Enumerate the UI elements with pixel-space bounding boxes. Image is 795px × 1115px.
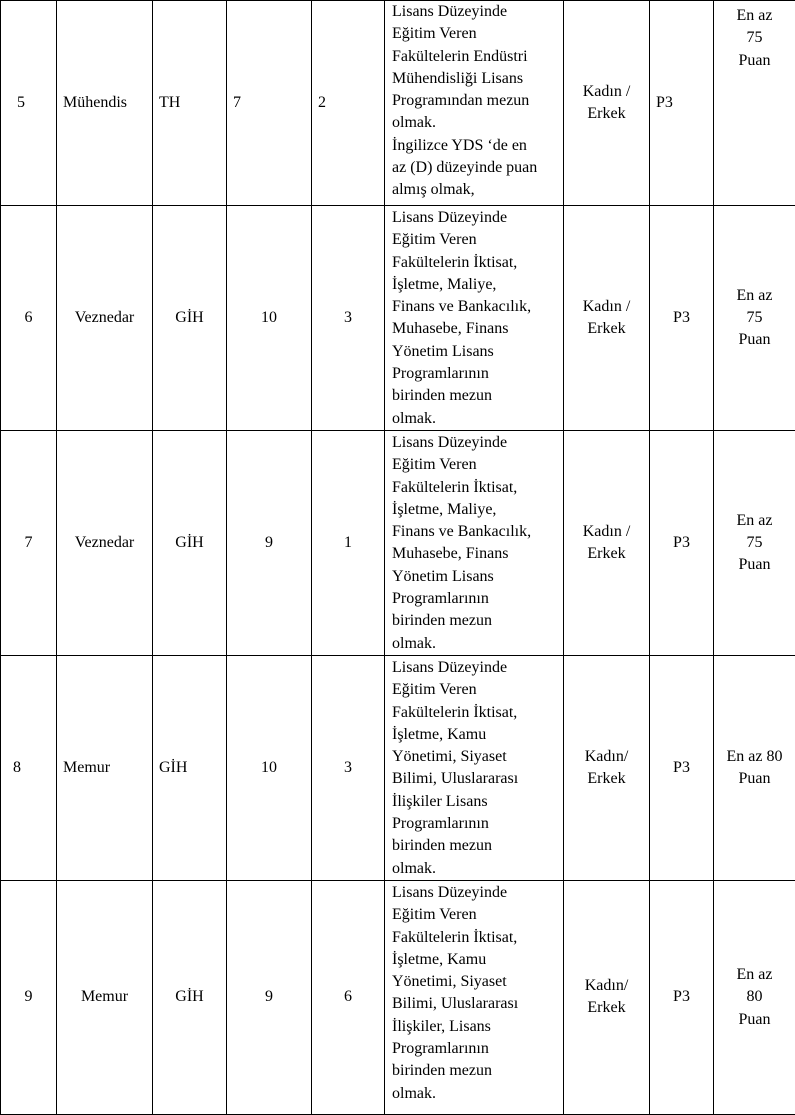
row-number: 6 <box>1 206 57 431</box>
table-row <box>1 430 795 655</box>
min-score: En az 75 Puan <box>714 1 795 206</box>
gender: Kadın/ Erkek <box>564 655 650 880</box>
position-count: 6 <box>312 880 385 1114</box>
row-number: 8 <box>1 655 57 880</box>
table-row <box>1 1 795 206</box>
table-row <box>1 655 795 880</box>
min-score: En az 75 Puan <box>714 430 795 655</box>
score-type: P3 <box>650 880 714 1114</box>
requirements-text: Lisans Düzeyinde Eğitim Veren Fakültelerin İktisat, İşletme, Kamu Yönetimi, Siyaset Bilimi, Uluslararası İlişkiler Lisans Programlarının birinden mezun olmak. <box>385 655 564 880</box>
position-count: 1 <box>312 430 385 655</box>
requirements-text: Lisans Düzeyinde Eğitim Veren Fakültelerin İktisat, İşletme, Kamu Yönetimi, Siyaset Bilimi, Uluslararası İlişkiler, Lisans Programlarının birinden mezun olmak. <box>385 880 564 1114</box>
position-degree: 10 <box>227 655 312 880</box>
position-title: Veznedar <box>57 206 153 431</box>
row-number: 7 <box>1 430 57 655</box>
row-number: 9 <box>1 880 57 1114</box>
requirements-text: Lisans Düzeyinde Eğitim Veren Fakültelerin İktisat, İşletme, Maliye, Finans ve Bankacılık, Muhasebe, Finans Yönetim Lisans Programlarının birinden mezun olmak. <box>385 430 564 655</box>
position-title: Veznedar <box>57 430 153 655</box>
position-degree: 7 <box>227 1 312 206</box>
position-count: 2 <box>312 1 385 206</box>
gender: Kadın / Erkek <box>564 430 650 655</box>
score-type: P3 <box>650 206 714 431</box>
requirements-text: Lisans Düzeyinde Eğitim Veren Fakültelerin Endüstri Mühendisliği Lisans Programından mezun olmak. İngilizce YDS ‘de en az (D) düzeyinde puan almış olmak, <box>385 1 564 206</box>
position-title: Mühendis <box>57 1 153 206</box>
min-score: En az 80 Puan <box>714 655 795 880</box>
position-class: TH <box>153 1 227 206</box>
position-title: Memur <box>57 880 153 1114</box>
position-count: 3 <box>312 206 385 431</box>
table-row <box>1 880 795 1114</box>
score-type: P3 <box>650 430 714 655</box>
position-class: GİH <box>153 655 227 880</box>
position-title: Memur <box>57 655 153 880</box>
position-class: GİH <box>153 880 227 1114</box>
requirements-text: Lisans Düzeyinde Eğitim Veren Fakültelerin İktisat, İşletme, Maliye, Finans ve Bankacılık, Muhasebe, Finans Yönetim Lisans Programlarının birinden mezun olmak. <box>385 206 564 431</box>
min-score: En az 80 Puan <box>714 880 795 1114</box>
position-count: 3 <box>312 655 385 880</box>
min-score: En az 75 Puan <box>714 206 795 431</box>
score-type: P3 <box>650 655 714 880</box>
score-type: P3 <box>650 1 714 206</box>
table-row <box>1 206 795 431</box>
position-class: GİH <box>153 430 227 655</box>
gender: Kadın / Erkek <box>564 206 650 431</box>
row-number: 5 <box>1 1 57 206</box>
position-degree: 9 <box>227 880 312 1114</box>
gender: Kadın/ Erkek <box>564 880 650 1114</box>
position-degree: 9 <box>227 430 312 655</box>
position-degree: 10 <box>227 206 312 431</box>
position-class: GİH <box>153 206 227 431</box>
gender: Kadın / Erkek <box>564 1 650 206</box>
